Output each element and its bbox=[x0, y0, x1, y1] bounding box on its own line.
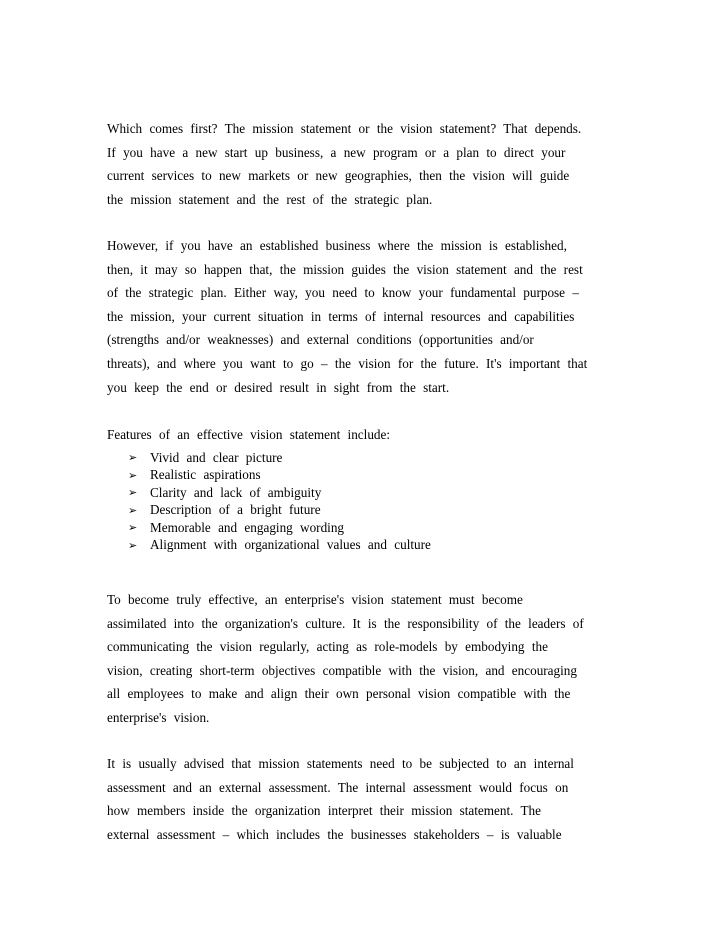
text-line: If you have a new start up business, a new program or a plan to direct your bbox=[107, 144, 566, 160]
paragraph-which-comes-first bbox=[107, 117, 619, 211]
list-item bbox=[128, 502, 431, 520]
text-line: assimilated into the organization's culture. It is the responsibility of the leaders of bbox=[107, 615, 584, 631]
text-line: external assessment – which includes the businesses stakeholders – is valuable bbox=[107, 826, 562, 842]
text-line: current services to new markets or new geographies, then the vision will guide bbox=[107, 168, 570, 184]
text-line: of the strategic plan. Either way, you need to know your fundamental purpose – bbox=[107, 285, 579, 301]
features-heading: Features of an effective vision statement include: bbox=[107, 427, 391, 442]
list-item-text: Memorable and engaging wording bbox=[150, 519, 345, 535]
list-item-text: Vivid and clear picture bbox=[150, 449, 283, 465]
text-line: communicating the vision regularly, acting as role-models by embodying the bbox=[107, 639, 548, 655]
text-line: enterprise's vision. bbox=[107, 709, 210, 725]
list-item-text: Clarity and lack of ambiguity bbox=[150, 484, 322, 500]
text-line: threats), and where you want to go – the vision for the future. It's important that bbox=[107, 355, 588, 371]
arrow-bullet-icon: ➢ bbox=[128, 521, 138, 535]
text-line: you keep the end or desired result in sight from the start. bbox=[107, 379, 450, 395]
text-line: (strengths and/or weaknesses) and external conditions (opportunities and/or bbox=[107, 332, 534, 348]
arrow-bullet-icon: ➢ bbox=[128, 468, 138, 482]
text-line: Which comes first? The mission statement or the vision statement? That depends. bbox=[107, 121, 582, 136]
list-item bbox=[128, 449, 431, 467]
arrow-bullet-icon: ➢ bbox=[128, 451, 138, 465]
list-item-text: Description of a bright future bbox=[150, 502, 321, 518]
text-line: the mission, your current situation in terms of internal resources and capabilities bbox=[107, 308, 575, 324]
text-line: vision, creating short-term objectives compatible with the vision, and encouraging bbox=[107, 662, 577, 678]
list-item bbox=[128, 484, 431, 502]
list-item bbox=[128, 537, 431, 555]
text-line: It is usually advised that mission statements need to be subjected to an internal bbox=[107, 756, 574, 771]
text-line: then, it may so happen that, the mission guides the vision statement and the rest bbox=[107, 261, 583, 277]
list-item bbox=[128, 519, 431, 537]
text-line: To become truly effective, an enterprise's vision statement must become bbox=[107, 592, 523, 607]
paragraph-assessment bbox=[107, 752, 619, 846]
text-line: However, if you have an established business where the mission is established, bbox=[107, 238, 567, 253]
arrow-bullet-icon: ➢ bbox=[128, 538, 138, 552]
list-item-text: Realistic aspirations bbox=[150, 467, 261, 483]
list-item-text: Alignment with organizational values and culture bbox=[150, 537, 431, 553]
text-line: the mission statement and the rest of the strategic plan. bbox=[107, 191, 433, 207]
features-list bbox=[128, 449, 431, 554]
paragraph-however bbox=[107, 234, 619, 399]
text-line: all employees to make and align their own personal vision compatible with the bbox=[107, 686, 571, 702]
arrow-bullet-icon: ➢ bbox=[128, 503, 138, 517]
list-item bbox=[128, 467, 431, 485]
arrow-bullet-icon: ➢ bbox=[128, 486, 138, 500]
text-line: how members inside the organization interpret their mission statement. The bbox=[107, 803, 541, 819]
text-line: assessment and an external assessment. The internal assessment would focus on bbox=[107, 779, 569, 795]
paragraph-become-effective bbox=[107, 588, 619, 730]
